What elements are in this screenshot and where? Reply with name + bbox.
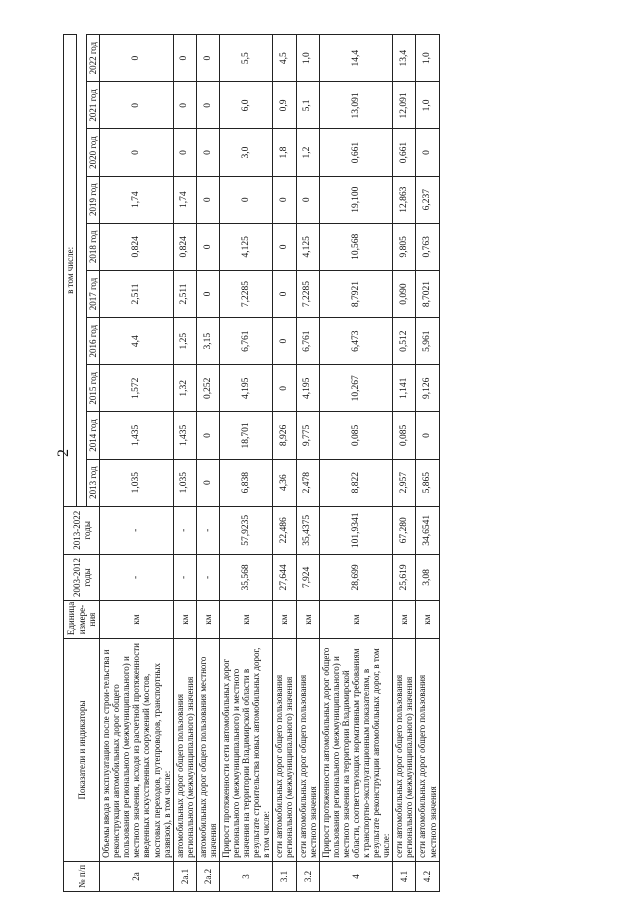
value-year: 0 [196,270,219,317]
value-year: 6,761 [296,318,319,365]
header-year: 2015 год [87,365,100,412]
value-year: 0,824 [100,223,174,270]
value-year: 8,822 [319,459,393,506]
value-2003-2012: 28,699 [319,554,393,600]
value-year: 8,7021 [416,270,439,317]
table-row [393,35,416,892]
value-year: 5,865 [416,459,439,506]
header-period-2003-2012: 2003-2012 годы [64,554,100,600]
row-number: 4.2 [416,861,439,891]
value-year: 0,090 [393,270,416,317]
table-row [196,35,219,892]
value-year: 1,2 [296,129,319,176]
header-indicator: Показатели и индикаторы [64,639,100,862]
value-year: 8,926 [273,412,296,459]
value-year: 5,961 [416,318,439,365]
indicator-name: Прирост протяженности сети автомобильных дорог регионального (межмуниципального) и местного значения на территории Владимирской области в результате строительства новых автомобильных дорог, в том числе: [220,639,273,862]
value-year: 2,957 [393,459,416,506]
value-year: 4,125 [296,223,319,270]
value-2013-2022: 34,6541 [416,506,439,554]
value-year: 0 [273,223,296,270]
value-year: 8,7921 [319,270,393,317]
value-year: 0 [273,176,296,223]
unit-cell: км [196,601,219,639]
value-year: 4,125 [220,223,273,270]
rotated-page [63,20,640,900]
header-year: 2022 год [87,35,100,82]
table-row [100,35,174,892]
value-year: 1,0 [416,82,439,129]
value-year: 5,5 [220,35,273,82]
indicators-table [63,34,440,892]
value-year: 0,661 [393,129,416,176]
value-2013-2022: 67,280 [393,506,416,554]
row-number: 2а.1 [173,861,196,891]
value-year: 12,863 [393,176,416,223]
value-year: 1,435 [100,412,174,459]
value-year: 6,237 [416,176,439,223]
table-row [173,35,196,892]
value-year: 6,0 [220,82,273,129]
value-year: 4,36 [273,459,296,506]
unit-cell: км [416,601,439,639]
header-year: 2019 год [87,176,100,223]
header-year: 2014 год [87,412,100,459]
value-year: 0 [196,82,219,129]
value-year: 4,4 [100,318,174,365]
value-year: 6,473 [319,318,393,365]
value-year: 0 [173,129,196,176]
header-period-2013-2022: 2013-2022 годы [64,506,100,554]
value-2013-2022: - [196,506,219,554]
value-year: 4,5 [273,35,296,82]
value-year: 0 [296,176,319,223]
indicator-name: сети автомобильных дорог общего пользования регионального (межмуниципального) значения [273,639,296,862]
value-year: 1,141 [393,365,416,412]
value-year: 0,085 [319,412,393,459]
unit-cell: км [319,601,393,639]
indicator-name: сети автомобильных дорог общего пользования местного значения [296,639,319,862]
value-year: 0 [196,412,219,459]
value-year: 2,511 [173,270,196,317]
value-2013-2022: - [173,506,196,554]
value-year: 0,252 [196,365,219,412]
value-year: 1,0 [296,35,319,82]
value-year: 6,761 [220,318,273,365]
value-year: 0,824 [173,223,196,270]
row-number: 4.1 [393,861,416,891]
value-year: 0 [196,129,219,176]
row-number: 3 [220,861,273,891]
value-year: 12,091 [393,82,416,129]
indicator-name: сети автомобильных дорог общего пользования регионального (межмуниципального) значения [393,639,416,862]
value-year: 3,15 [196,318,219,365]
header-num: № п/п [64,861,100,891]
table-row [296,35,319,892]
row-number: 2а [100,861,174,891]
unit-cell: км [273,601,296,639]
value-year: 0 [273,318,296,365]
value-year: 0 [273,270,296,317]
value-year: 1,25 [173,318,196,365]
indicator-name: автомобильных дорог общего пользования регионального (межмуниципального) значения [173,639,196,862]
unit-cell: км [296,601,319,639]
value-year: 2,478 [296,459,319,506]
unit-cell: км [173,601,196,639]
value-year: 7,2285 [220,270,273,317]
value-year: 4,195 [296,365,319,412]
table-row [220,35,273,892]
value-year: 1,035 [100,459,174,506]
value-year: 9,126 [416,365,439,412]
header-year: 2016 год [87,318,100,365]
value-year: 0,512 [393,318,416,365]
value-year: 10,568 [319,223,393,270]
value-year: 0,661 [319,129,393,176]
value-2003-2012: - [100,554,174,600]
value-year: 1,0 [416,35,439,82]
page-number: 2 [55,449,72,457]
value-year: 0,763 [416,223,439,270]
header-year: 2013 год [87,459,100,506]
value-year: 14,4 [319,35,393,82]
row-number: 3.2 [296,861,319,891]
unit-cell: км [220,601,273,639]
value-2003-2012: 7,924 [296,554,319,600]
indicator-name: автомобильных дорог общего пользования местного значения [196,639,219,862]
value-year: 19,100 [319,176,393,223]
header-including: в том числе: [64,35,77,507]
value-2013-2022: 57,9235 [220,506,273,554]
table-row [273,35,296,892]
row-number: 2а.2 [196,861,219,891]
value-2013-2022: 22,486 [273,506,296,554]
value-year: 0 [100,35,174,82]
value-year: 0 [100,129,174,176]
value-year: 0 [273,365,296,412]
value-year: 0 [220,176,273,223]
unit-cell: км [393,601,416,639]
value-year: 0 [196,176,219,223]
value-year: 9,775 [296,412,319,459]
value-year: 1,8 [273,129,296,176]
indicator-name: Прирост протяженности автомобильных дорог общего пользования регионального (межмуниципального) и местного значения на территории Владимирской области, соответствующих нормативным требованиям к транспортно-эксплуатационным показателям, в результате реконструкции автомобильных дорог, в том числе: [319,639,393,862]
table-row [416,35,439,892]
value-year: 13,091 [319,82,393,129]
value-year: 1,572 [100,365,174,412]
value-year: 0 [173,35,196,82]
value-year: 4,195 [220,365,273,412]
header-unit: Единица измере-ния [64,601,100,639]
value-year: 0 [196,35,219,82]
row-number: 3.1 [273,861,296,891]
value-year: 5,1 [296,82,319,129]
table-row [319,35,393,892]
value-2003-2012: - [196,554,219,600]
row-number: 4 [319,861,393,891]
value-year: 13,4 [393,35,416,82]
value-year: 1,32 [173,365,196,412]
value-year: 1,74 [100,176,174,223]
value-year: 0 [173,82,196,129]
value-year: 7,2285 [296,270,319,317]
value-year: 3,0 [220,129,273,176]
value-year: 0 [196,223,219,270]
value-2013-2022: 35,4375 [296,506,319,554]
value-2003-2012: 25,619 [393,554,416,600]
value-2013-2022: 101,9341 [319,506,393,554]
value-year: 2,511 [100,270,174,317]
value-2003-2012: 27,644 [273,554,296,600]
header-year: 2018 год [87,223,100,270]
unit-cell: км [100,601,174,639]
indicator-name: сети автомобильных дорог общего пользования местного значения [416,639,439,862]
value-year: 0 [416,412,439,459]
value-year: 0 [100,82,174,129]
value-year: 1,435 [173,412,196,459]
value-year: 0 [416,129,439,176]
header-year: 2020 год [87,129,100,176]
value-year: 0,9 [273,82,296,129]
value-2003-2012: 35,568 [220,554,273,600]
value-2013-2022: - [100,506,174,554]
header-year: 2021 год [87,82,100,129]
indicator-name: Объемы ввода в эксплуатацию после строи-тельства и реконструкции автомобильных дорог общего пользования регионального (межмуниципального) и местного значения, исходя из расчетной протяженности введенных искусственных сооружений (мостов, мостовых переходов, путепроводов, транспортных развязок), в том числе: [100,639,174,862]
value-year: 0 [196,459,219,506]
value-year: 0,085 [393,412,416,459]
value-year: 1,74 [173,176,196,223]
value-year: 1,035 [173,459,196,506]
header-year: 2017 год [87,270,100,317]
value-year: 18,701 [220,412,273,459]
value-year: 10,267 [319,365,393,412]
value-2003-2012: 3,08 [416,554,439,600]
value-year: 9,805 [393,223,416,270]
value-year: 6,838 [220,459,273,506]
value-2003-2012: - [173,554,196,600]
